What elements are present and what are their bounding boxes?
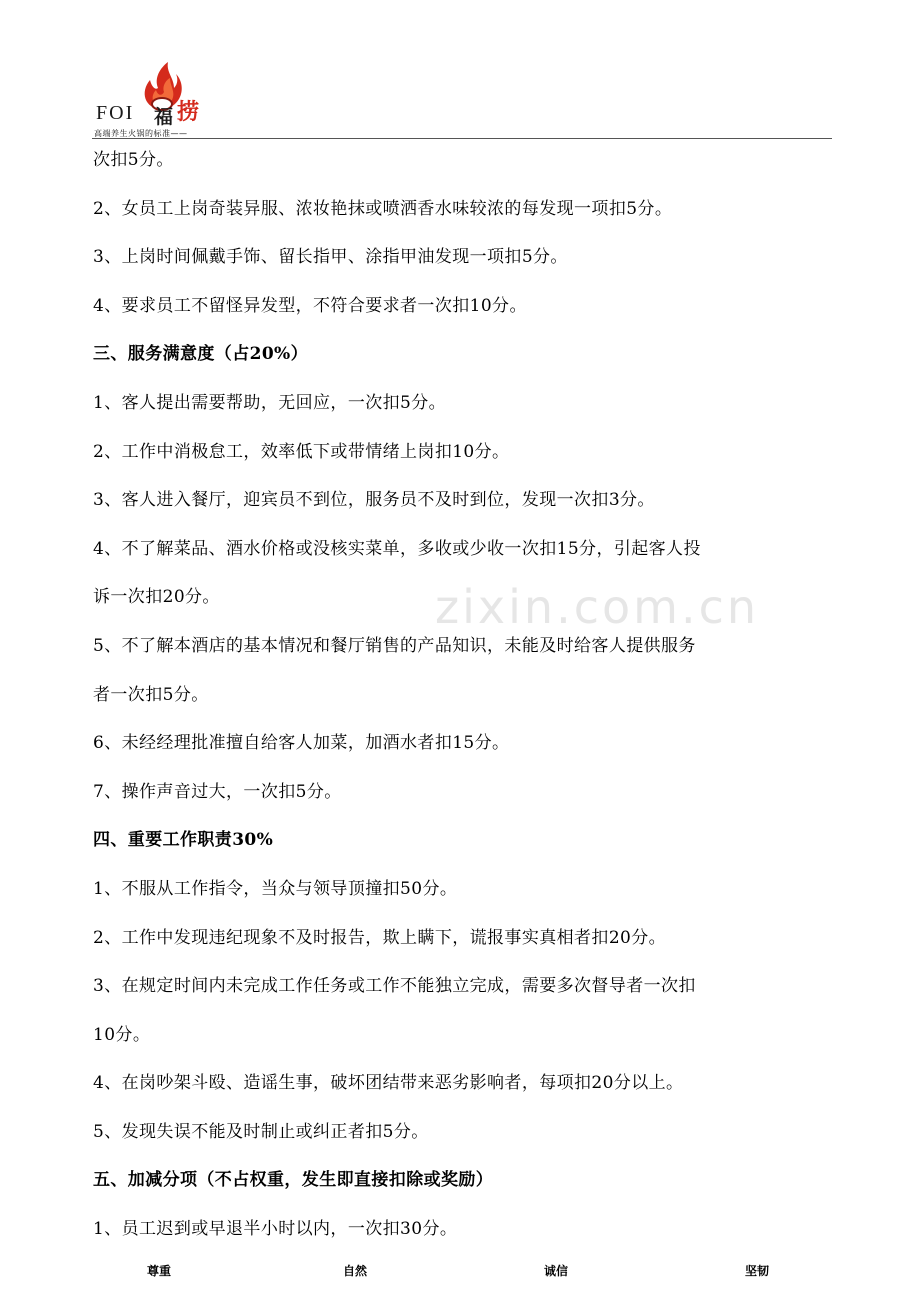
- text-line: 2、女员工上岗奇装异服、浓妆艳抹或喷洒香水味较浓的每发现一项扣5分。: [93, 198, 673, 219]
- watermark: zixin.com.cn: [435, 580, 760, 634]
- text-line: 2、工作中发现违纪现象不及时报告，欺上瞒下，谎报事实真相者扣20分。: [93, 927, 667, 948]
- text-line: 3、在规定时间内未完成工作任务或工作不能独立完成，需要多次督导者一次扣: [93, 976, 696, 997]
- text-line: 4、要求员工不留怪异发型，不符合要求者一次扣10分。: [93, 295, 527, 316]
- text-line: 3、上岗时间佩戴手饰、留长指甲、涂指甲油发现一项扣5分。: [93, 247, 568, 268]
- footer-value-respect: 尊重: [147, 1264, 172, 1278]
- text-line: 5、不了解本酒店的基本情况和餐厅销售的产品知识，未能及时给客人提供服务: [93, 635, 696, 656]
- logo-brand-lao: 捞: [177, 99, 200, 125]
- footer-value-tenacity: 坚韧: [745, 1264, 770, 1278]
- section-heading: 三、服务满意度（占20%）: [93, 344, 309, 365]
- text-line: 1、员工迟到或早退半小时以内，一次扣30分。: [93, 1219, 458, 1240]
- logo-brand-fu: 福: [154, 106, 174, 128]
- section-heading: 五、加减分项（不占权重，发生即直接扣除或奖励）: [93, 1170, 494, 1191]
- logo-slogan: 高端养生火锅的标准——: [94, 129, 188, 138]
- text-line: 4、不了解菜品、酒水价格或没核实菜单，多收或少收一次扣15分，引起客人投: [93, 538, 701, 559]
- footer-value-integrity: 诚信: [544, 1264, 569, 1278]
- logo-brand-latin: FOI: [96, 102, 135, 124]
- footer-value-nature: 自然: [343, 1264, 368, 1278]
- text-line: 1、不服从工作指令，当众与领导顶撞扣50分。: [93, 878, 458, 899]
- text-line: 6、未经经理批准擅自给客人加菜，加酒水者扣15分。: [93, 733, 510, 754]
- page-footer: [0, 1262, 920, 1282]
- text-line: 7、操作声音过大，一次扣5分。: [93, 781, 342, 802]
- text-line: 5、发现失误不能及时制止或纠正者扣5分。: [93, 1121, 429, 1142]
- header-divider: [92, 138, 832, 139]
- text-line: 4、在岗吵架斗殴、造谣生事，破坏团结带来恶劣影响者，每项扣20分以上。: [93, 1073, 684, 1094]
- text-line: 诉一次扣20分。: [93, 587, 220, 608]
- section-heading: 四、重要工作职责30%: [93, 830, 274, 851]
- text-line: 者一次扣5分。: [93, 684, 209, 705]
- text-line: 1、客人提出需要帮助，无回应，一次扣5分。: [93, 392, 447, 413]
- document-body: [93, 146, 833, 1264]
- text-line: 10分。: [93, 1024, 151, 1045]
- text-line: 3、客人进入餐厅，迎宾员不到位，服务员不及时到位，发现一次扣3分。: [93, 490, 655, 511]
- brand-logo: [92, 62, 232, 140]
- text-line: 2、工作中消极怠工，效率低下或带情绪上岗扣10分。: [93, 441, 510, 462]
- text-line: 次扣5分。: [93, 150, 174, 170]
- page-header: [0, 0, 920, 140]
